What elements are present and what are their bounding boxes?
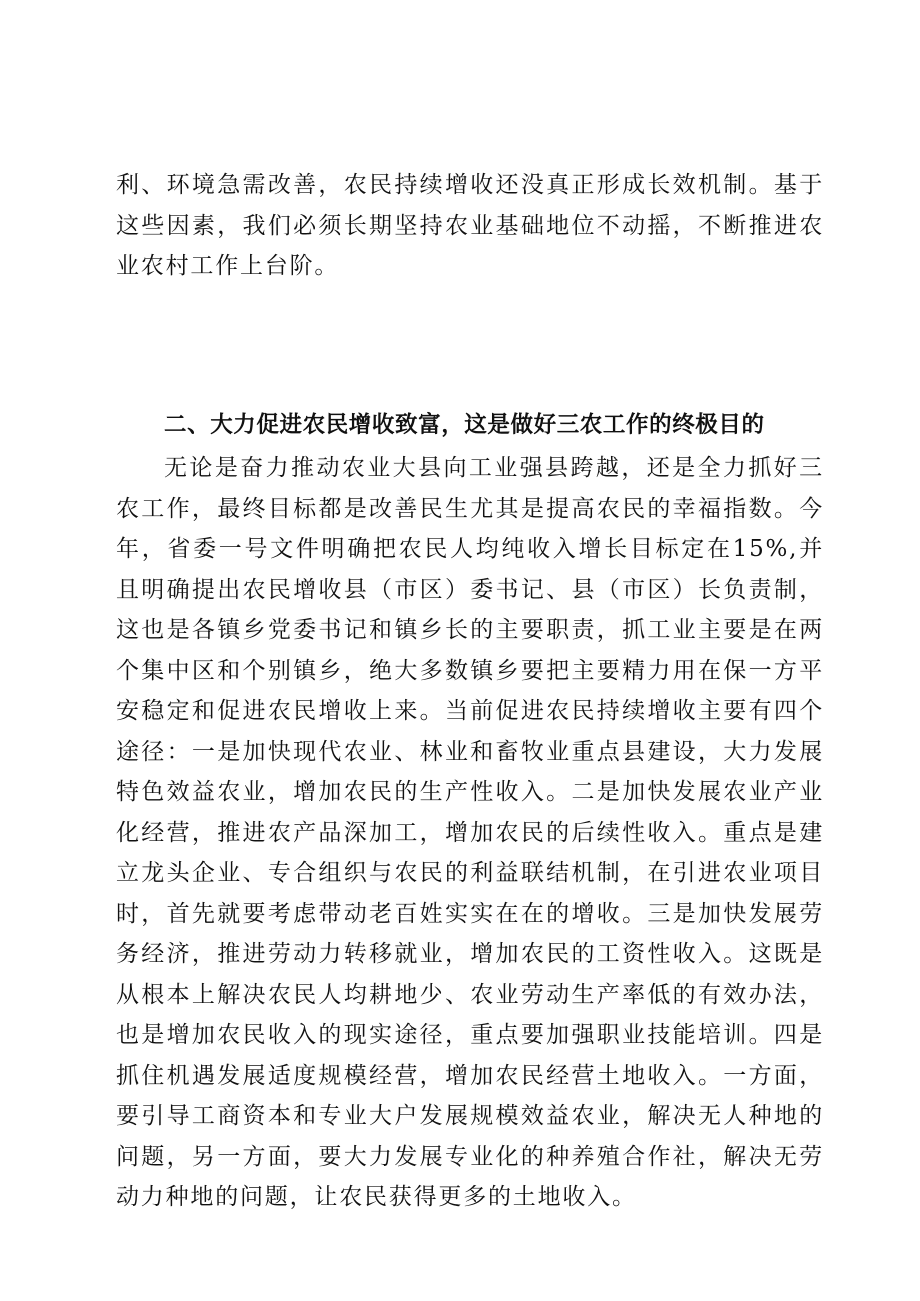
section-heading: 二、大力促进农民增收致富，这是做好三农工作的终极目的 (164, 412, 765, 438)
body-paragraph: 无论是奋力推动农业大县向工业强县跨越，还是全力抓好三农工作，最终目标都是改善民生尤其是提高农民的幸福指数。今年，省委一号文件明确把农民人均纯收入增长目标定在15%,并且明确提出农民增收县（市区）委书记、县（市区）长负责制，这也是各镇乡党委书记和镇乡长的主要职责，抓工业主要是在两个集中区和个别镇乡，绝大多数镇乡要把主要精力用在保一方平安稳定和促进农民增收上来。当前促进农民持续增收主要有四个途径：一是加快现代农业、林业和畜牧业重点县建设，大力发展特色效益农业，增加农民的生产性收入。二是加快发展农业产业化经营，推进农产品深加工，增加农民的后续性收入。重点是建立龙头企业、专合组织与农民的利益联结机制，在引进农业项目时，首先就要考虑带动老百姓实实在在的增收。三是加快发展劳务经济，推进劳动力转移就业，增加农民的工资性收入。这既是从根本上解决农民人均耕地少、农业劳动生产率低的有效办法，也是增加农民收入的现实途径，重点要加强职业技能培训。四是抓住机遇发展适度规模经营，增加农民经营土地收入。一方面，要引导工商资本和专业大户发展规模效益农业，解决无人种地的问题，另一方面，要大力发展专业化的种养殖合作社，解决无劳动力种地的问题，让农民获得更多的土地收入。 (116, 455, 824, 1210)
continuation-paragraph: 利、环境急需改善，农民持续增收还没真正形成长效机制。基于这些因素，我们必须长期坚持农业基础地位不动摇，不断推进农业农村工作上台阶。 (116, 172, 824, 279)
